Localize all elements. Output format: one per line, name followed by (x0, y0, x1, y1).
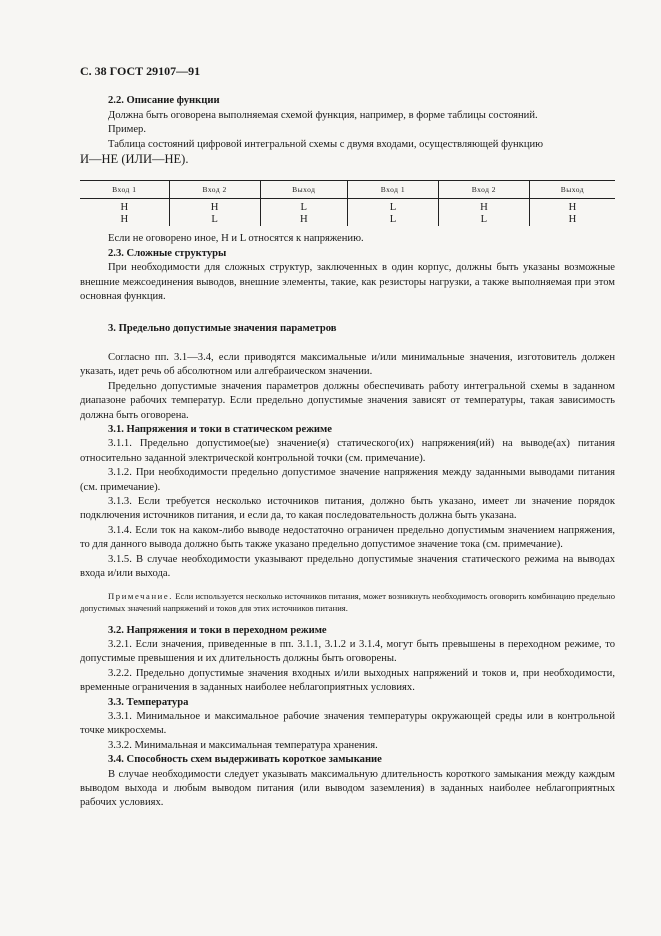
page-header: С. 38 ГОСТ 29107—91 (80, 64, 201, 78)
section-2-2-title: 2.2. Описание функции (108, 95, 220, 107)
section-3-paragraph-1: Согласно пп. 3.1—3.4, если приводятся максимальные и/или минимальные значения, изготовитель должен указать, идет речь об абсолютном или алгебраическом значении. (80, 351, 615, 378)
table-header: Вход 2 (169, 181, 260, 199)
section-3-paragraph-2: Предельно допустимые значения параметров должны обеспечивать работу интегральной схемы в заданном диапазоне рабочих температур. Если предельно допустимые значения зависят от температуры, такая зависимость должна быть оговорена. (80, 380, 615, 421)
section-2-2-paragraph-3a: Таблица состояний цифровой интегральной схемы с двумя входами, осуществляющей функцию (108, 138, 544, 150)
table-cell: H (120, 202, 129, 214)
section-2-3-title: 2.3. Сложные структуры (108, 247, 227, 259)
section-2-3-paragraph-1: При необходимости для сложных структур, заключенных в один корпус, должны быть указаны возможные внешние межсоединения выводов, внешние элементы, такие, как резисторы нагрузки, а также выполняемая при этом основная функция. (80, 262, 615, 303)
note-label: Примечание. (108, 591, 174, 602)
clause-3-1-5: 3.1.5. В случае необходимости указывают предельно допустимые значения статического режима на выводах входа и/или выхода. (80, 553, 615, 579)
table-header: Вход 1 (347, 181, 438, 199)
note (80, 591, 615, 614)
table-header: Выход (260, 181, 347, 199)
table-cell: H (529, 199, 615, 215)
section-3-title: 3. Предельно допустимые значения параметров (108, 323, 337, 335)
table-header: Выход (529, 181, 615, 199)
table-cell: L (169, 214, 260, 226)
clause-3-1-3: 3.1.3. Если требуется несколько источников питания, должно быть указано, имеет ли значение порядок подключения источников питания, и если да, то какая последовательность должна быть указана. (80, 495, 615, 522)
table-cell: H (120, 214, 129, 226)
table-cell: H (260, 214, 347, 226)
table-cell: L (260, 199, 347, 215)
state-table (80, 180, 615, 226)
note-text: Если используется несколько источников питания, может возникнуть необходимость оговорить комбинацию предельно допустимых значений напряжений и токов для этих источников питания. (80, 591, 615, 613)
section-3-4-paragraph-1: В случае необходимости следует указывать максимальную длительность короткого замыкания между каждым выводом выхода и любым выводом питания (или выводом заземления) в заданных наиболее неблагоприятных рабочих условиях. (80, 768, 615, 809)
clause-3-1-1: 3.1.1. Предельно допустимое(ые) значение(я) статического(их) напряжения(ий) на выводе(ах) питания относительно заданной электрической контрольной точки (см. примечание). (80, 438, 615, 464)
table-cell: H (438, 199, 529, 215)
section-3-3-title: 3.3. Температура (108, 696, 189, 708)
table-header: Вход 2 (438, 181, 529, 199)
section-2-2-example: Пример. (108, 124, 146, 136)
table-row (80, 199, 615, 215)
clause-3-2-1: 3.2.1. Если значения, приведенные в пп. 3.1.1, 3.1.2 и 3.1.4, могут быть превышены в переходном режиме, то допустимые превышения и их длительность должны быть оговорены. (80, 638, 615, 665)
clause-3-3-2: 3.3.2. Минимальная и максимальная температура хранения. (108, 739, 378, 751)
clause-3-1-4: 3.1.4. Если ток на каком-либо выводе недостаточно ограничен предельно допустимым значением напряжения, то для данного вывода должно быть также указано предельно допустимое значение тока (см. примечание). (80, 524, 615, 551)
table-cell: H (169, 199, 260, 215)
clause-3-3-1: 3.3.1. Минимальное и максимальное рабочие значения температуры окружающей среды или в контрольной точке микросхемы. (80, 711, 615, 737)
table-cell: L (347, 214, 438, 226)
section-3-4-title: 3.4. Способность схем выдерживать короткое замыкание (108, 754, 382, 766)
table-cell: L (438, 214, 529, 226)
section-2-2-paragraph-1: Должна быть оговорена выполняемая схемой функция, например, в форме таблицы состояний. (108, 109, 538, 121)
table-header: Вход 1 (80, 181, 169, 199)
clause-3-1-2: 3.1.2. При необходимости предельно допустимое значение напряжения между заданными выводами питания (см. примечание). (80, 467, 615, 493)
table-row (80, 214, 615, 226)
section-3-2-title: 3.2. Напряжения и токи в переходном режиме (108, 624, 327, 636)
clause-3-2-2: 3.2.2. Предельно допустимые значения входных и/или выходных напряжений и токов и, при необходимости, временные ограничения в заданных наиболее неблагоприятных условиях. (80, 667, 615, 694)
section-2-2-paragraph-3b: И—НЕ (ИЛИ—НЕ). (80, 152, 189, 167)
document-page (80, 64, 615, 811)
section-3-1-title: 3.1. Напряжения и токи в статическом режиме (108, 423, 332, 435)
table-cell: L (347, 199, 438, 215)
table-cell: H (529, 214, 615, 226)
section-2-2-paragraph-4: Если не оговорено иное, H и L относятся к напряжению. (108, 233, 364, 245)
